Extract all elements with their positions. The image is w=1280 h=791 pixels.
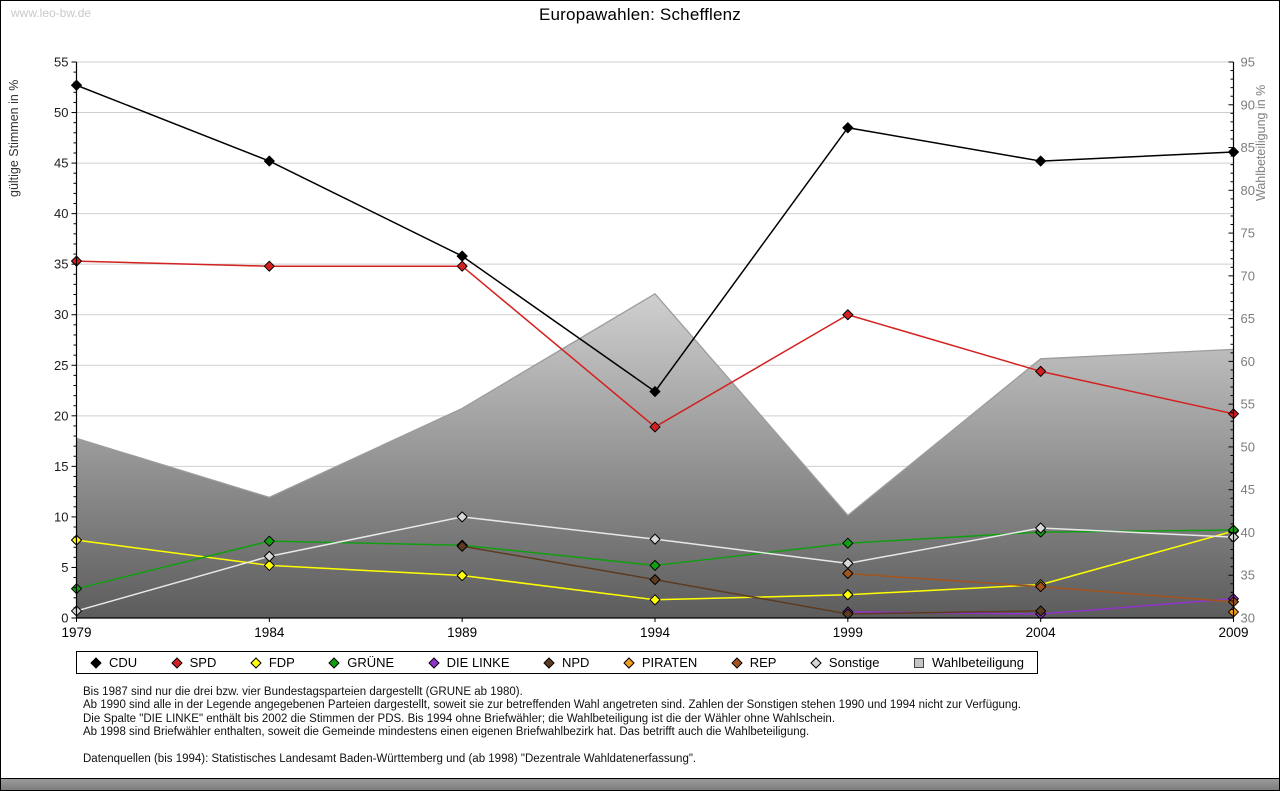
svg-text:1984: 1984	[254, 625, 285, 640]
footnote-line: Ab 1998 sind Briefwähler enthalten, soweit die Gemeinde mindestens einen eigenen Briefwahlbezirk hat. Das betrifft auch die Wahlbeteiligung.	[83, 726, 810, 739]
svg-text:50: 50	[1240, 439, 1255, 455]
legend-marker-icon	[623, 657, 635, 669]
svg-text:35: 35	[54, 256, 69, 272]
svg-text:0: 0	[61, 610, 69, 626]
svg-text:40: 40	[54, 206, 69, 222]
legend-marker-icon	[428, 657, 440, 669]
legend-marker-icon	[250, 657, 262, 669]
svg-text:80: 80	[1240, 182, 1255, 198]
legend-marker-icon	[731, 657, 743, 669]
legend-marker-icon	[810, 657, 822, 669]
legend-label: REP	[749, 655, 777, 670]
right-axis-title: Wahlbeteiligung in %	[1254, 84, 1268, 201]
svg-text:5: 5	[61, 559, 69, 575]
svg-text:95: 95	[1240, 54, 1255, 70]
svg-text:2004: 2004	[1025, 625, 1056, 640]
legend-marker-icon	[90, 657, 102, 669]
svg-text:90: 90	[1240, 97, 1255, 113]
legend-label: Wahlbeteiligung	[931, 655, 1024, 670]
legend-label: DIE LINKE	[446, 655, 510, 670]
legend-marker-icon	[913, 657, 925, 669]
footnotes	[83, 686, 1259, 766]
svg-text:60: 60	[1240, 353, 1255, 369]
legend-label: GRÜNE	[347, 655, 395, 670]
window-bottom-bar	[1, 778, 1279, 790]
svg-text:75: 75	[1240, 225, 1255, 241]
legend-item-spd	[171, 655, 217, 670]
legend	[76, 651, 1038, 674]
svg-text:70: 70	[1240, 268, 1255, 284]
svg-text:50: 50	[54, 105, 69, 121]
legend-item-rep	[731, 655, 777, 670]
svg-text:55: 55	[54, 54, 69, 70]
svg-text:65: 65	[1240, 311, 1255, 327]
legend-item-die-linke	[428, 655, 510, 670]
svg-text:30: 30	[1240, 610, 1255, 626]
legend-item-sonstige	[810, 655, 880, 670]
chart-canvas	[1, 1, 1280, 649]
legend-label: SPD	[189, 655, 217, 670]
legend-marker-icon	[543, 657, 555, 669]
legend-item-cdu	[90, 655, 137, 670]
svg-text:1989: 1989	[447, 625, 478, 640]
svg-text:85: 85	[1240, 140, 1255, 156]
legend-item-piraten	[623, 655, 697, 670]
svg-text:1999: 1999	[832, 625, 863, 640]
svg-text:1994: 1994	[639, 625, 671, 640]
svg-text:15: 15	[54, 458, 69, 474]
svg-text:40: 40	[1240, 524, 1255, 540]
legend-item-wahlbeteiligung	[913, 655, 1024, 670]
svg-text:30: 30	[54, 307, 69, 323]
footnote-line: Bis 1987 sind nur die drei bzw. vier Bundestagsparteien dargestellt (GRÜNE ab 1980).	[83, 686, 523, 698]
watermark: www.leo-bw.de	[11, 6, 92, 20]
footnote-line: Ab 1990 sind alle in der Legende angegebenen Parteien dargestellt, soweit sie zur betreffenden Wahl angetreten sind. Zahlen der Sonstigen stehen 1990 und 1994 nicht zur Verfügung.	[83, 699, 1021, 712]
legend-marker-icon	[171, 657, 183, 669]
footnote-line: Die Spalte "DIE LINKE" enthält bis 2002 die Stimmen der PDS. Bis 1994 ohne Briefwähler; die Wahlbeteiligung ist die der Wähler ohne Wahlschein.	[83, 712, 836, 725]
chart-title: Europawahlen: Schefflenz	[538, 5, 741, 24]
legend-label: Sonstige	[828, 655, 880, 670]
legend-marker-icon	[328, 657, 340, 669]
legend-label: CDU	[109, 655, 138, 670]
svg-text:35: 35	[1240, 567, 1255, 583]
legend-item-npd	[543, 655, 589, 670]
footnote-line	[83, 740, 1259, 753]
svg-text:2009: 2009	[1218, 625, 1249, 640]
svg-text:1979: 1979	[61, 625, 92, 640]
footnote-line: Datenquellen (bis 1994): Statistisches Landesamt Baden-Württemberg und (ab 1998) "Dezentrale Wahldatenerfassung".	[83, 753, 697, 766]
x-axis-ticks	[61, 618, 1248, 640]
legend-label: NPD	[561, 655, 590, 670]
legend-label: PIRATEN	[641, 655, 698, 670]
svg-text:10: 10	[54, 509, 69, 525]
legend-item-grüne	[328, 655, 394, 670]
left-axis-title: gültige Stimmen in %	[7, 79, 21, 197]
svg-text:25: 25	[54, 357, 69, 373]
legend-item-fdp	[250, 655, 295, 670]
svg-text:45: 45	[54, 155, 69, 171]
svg-text:20: 20	[54, 408, 69, 424]
svg-text:55: 55	[1240, 396, 1255, 412]
svg-text:45: 45	[1240, 482, 1255, 498]
legend-label: FDP	[268, 655, 295, 670]
